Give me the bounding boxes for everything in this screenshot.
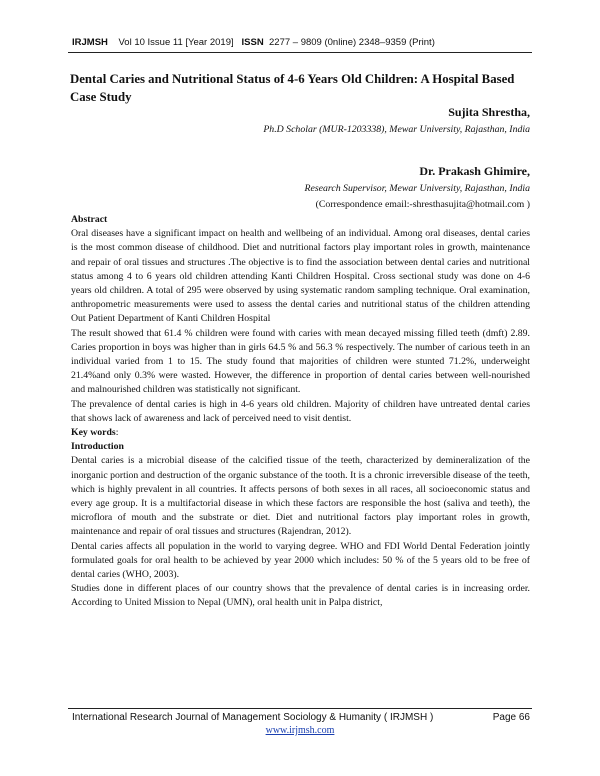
abstract-paragraph: The result showed that 61.4 % children were found with caries with mean decayed missing filled teeth (dmft) 2.89. Caries proportion in boys was higher than in girls 64.5 % and 56.3 % respectively. The number of carious teeth in an individual varied from 1 to 15. The study found that majorities of children were stunted 71.2%, underweight 21.4%and only 0.3% were wasted. However, the difference in proportion of dental caries between well-nourished and malnourished children was statistically not significant. xyxy=(71,327,530,396)
footer-website xyxy=(0,725,600,736)
volume-issue: Vol 10 Issue 11 [Year 2019] xyxy=(118,37,234,48)
author-1-affiliation: Ph.D Scholar (MUR-1203338), Mewar University, Rajasthan, India xyxy=(263,124,530,135)
paper-title: Dental Caries and Nutritional Status of 4-6 Years Old Children: A Hospital Based Case Study xyxy=(70,72,515,104)
keywords-line xyxy=(71,426,530,440)
abstract-paragraph: The prevalence of dental caries is high in 4-6 years old children. Majority of children have untreated dental caries that shows lack of awareness and lack of perceived need to visit dentist. xyxy=(71,398,530,424)
footer-journal-name: International Research Journal of Management Sociology & Humanity ( IRJMSH ) xyxy=(72,712,434,723)
abstract-heading: Abstract xyxy=(71,214,108,225)
issn-label: ISSN xyxy=(241,37,264,48)
header-divider xyxy=(68,52,532,53)
keywords-label: Key words xyxy=(71,427,116,439)
author-2-affiliation: Research Supervisor, Mewar University, Rajasthan, India xyxy=(304,183,530,194)
introduction-heading: Introduction xyxy=(71,441,124,453)
footer-divider xyxy=(68,708,532,709)
issn-values: 2277 – 9809 (0nline) 2348–9359 (Print) xyxy=(269,37,435,48)
article-body xyxy=(71,213,530,611)
running-header xyxy=(72,37,542,48)
correspondence-email: (Correspondence email:-shresthasujita@hotmail.com ) xyxy=(315,199,530,210)
journal-abbreviation: IRJMSH xyxy=(72,37,108,48)
page-number: Page 66 xyxy=(492,712,530,723)
author-1-name: Sujita Shrestha, xyxy=(448,105,530,119)
introduction-paragraph: Studies done in different places of our country shows that the prevalence of dental caries is in increasing order. According to United Mission to Nepal (UMN), oral health unit in Palpa district, xyxy=(71,583,530,609)
abstract-paragraph: Oral diseases have a significant impact on health and wellbeing of an individual. Among oral diseases, dental caries is the most common disease of childhood. Diet and nutritional factors play important roles in growth, maintenance and repair of oral tissues and structures .The objective is to find the association between dental caries and nutritional status among 4 to 6 years old children attending Kanti Children Hospital. Cross sectional study was done on 4-6 years old children. A total of 295 were observed by using systematic random sampling technique. Oral examination, anthropometric measurements were used to assess the dental caries and nutritional status of the children attending Out Patient Department of Kanti Children Hospital xyxy=(71,228,530,325)
author-2-name: Dr. Prakash Ghimire, xyxy=(419,164,530,178)
keywords-colon: : xyxy=(115,427,119,439)
introduction-paragraph: Dental caries affects all population in the world to varying degree. WHO and FDI World Dental Federation jointly formulated goals for oral health to be achieved by year 2000 which includes: 50 % of the 5 years old to be free of dental caries (WHO, 2003). xyxy=(71,540,530,581)
website-link[interactable]: www.irjmsh.com xyxy=(265,725,335,736)
introduction-paragraph: Dental caries is a microbial disease of the calcified tissue of the teeth, characterized by demineralization of the inorganic portion and destruction of the organic substance of the tooth. It is a chronic irreversible disease of the teeth, which is highly prevalent in all countries. It affects persons of both sexes in all races, all socioeconomic status and every age group. It is a multifactorial disease in which these factors are responsible the host (saliva and teeth), the microflora of mouth and the substrate or diet. Diet and nutritional factors play important roles in growth, maintenance and repair of oral tissues and structures (Rajendran, 2012). xyxy=(71,455,530,538)
